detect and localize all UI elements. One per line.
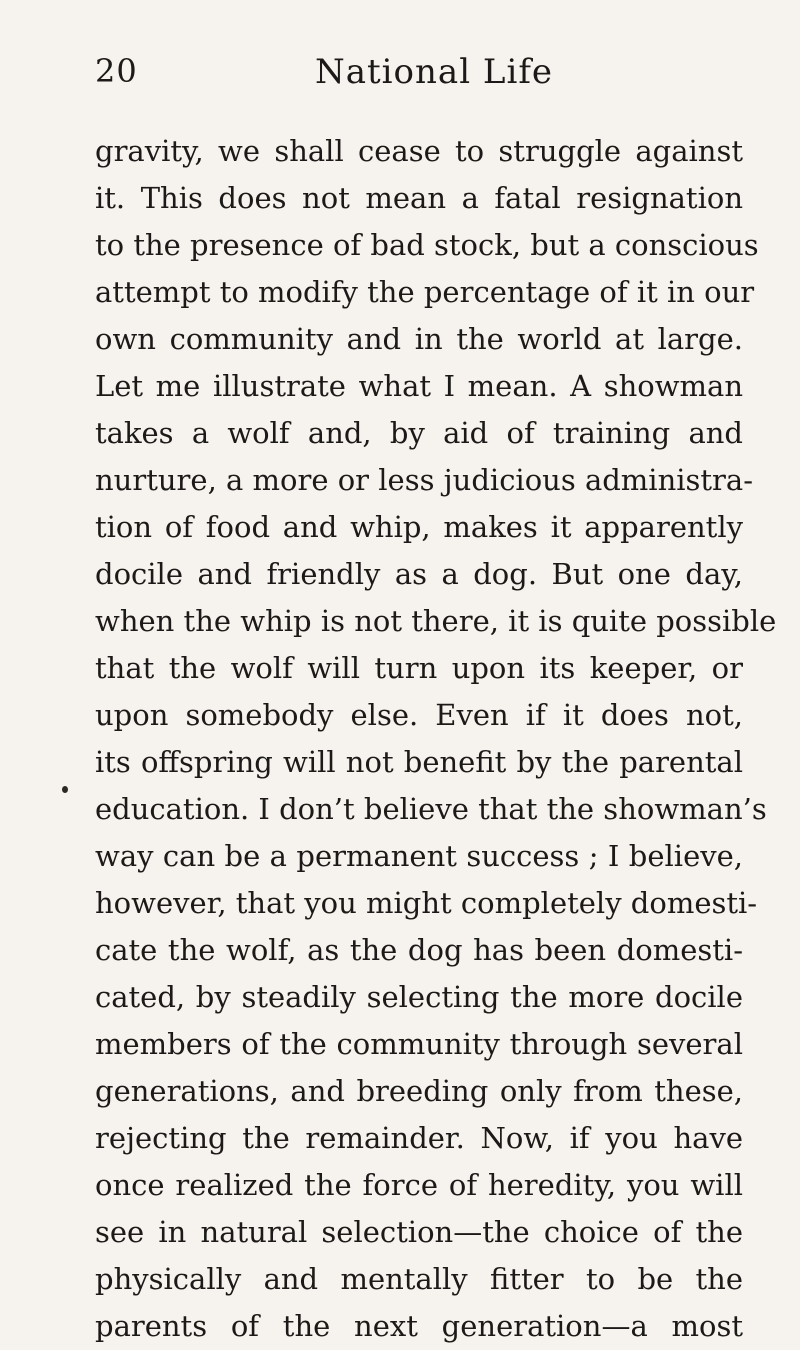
text-line: upon somebody else. Even if it does not, <box>95 698 743 732</box>
text-line: rejecting the remainder. Now, if you have <box>95 1121 743 1155</box>
text-line: cated, by steadily selecting the more docile <box>95 980 743 1014</box>
text-line: physically and mentally fitter to be the <box>95 1262 743 1296</box>
text-line: way can be a permanent success ; I believe, <box>95 839 743 873</box>
text-line: education. I don’t believe that the showman’s <box>95 792 767 826</box>
text-line: members of the community through several <box>95 1027 743 1061</box>
text-line: docile and friendly as a dog. But one day, <box>95 557 743 591</box>
text-line: cate the wolf, as the dog has been domesti- <box>95 933 743 967</box>
running-title: National Life <box>315 52 554 92</box>
text-line: however, that you might completely domesti- <box>95 886 758 920</box>
text-line: tion of food and whip, makes it apparently <box>95 510 743 544</box>
text-line: it. This does not mean a fatal resignation <box>95 181 743 215</box>
ink-speck <box>62 786 68 793</box>
text-line: once realized the force of heredity, you will <box>95 1168 743 1202</box>
text-line: own community and in the world at large. <box>95 322 743 356</box>
running-head <box>95 52 745 102</box>
text-line: gravity, we shall cease to struggle against <box>95 134 743 168</box>
text-line: that the wolf will turn upon its keeper, or <box>95 651 743 685</box>
text-line: generations, and breeding only from these, <box>95 1074 743 1108</box>
page-number: 20 <box>95 52 138 90</box>
text-line: Let me illustrate what I mean. A showman <box>95 369 743 403</box>
text-line: nurture, a more or less judicious administra- <box>95 463 754 497</box>
text-line: to the presence of bad stock, but a conscious <box>95 228 759 262</box>
body-text <box>95 128 777 1350</box>
text-line: its offspring will not benefit by the parental <box>95 745 743 779</box>
text-line: see in natural selection—the choice of the <box>95 1215 743 1249</box>
text-line: when the whip is not there, it is quite possible <box>95 604 777 638</box>
text-line: takes a wolf and, by aid of training and <box>95 416 743 450</box>
text-line: parents of the next generation—a most <box>95 1309 743 1343</box>
text-line: attempt to modify the percentage of it in our <box>95 275 755 309</box>
